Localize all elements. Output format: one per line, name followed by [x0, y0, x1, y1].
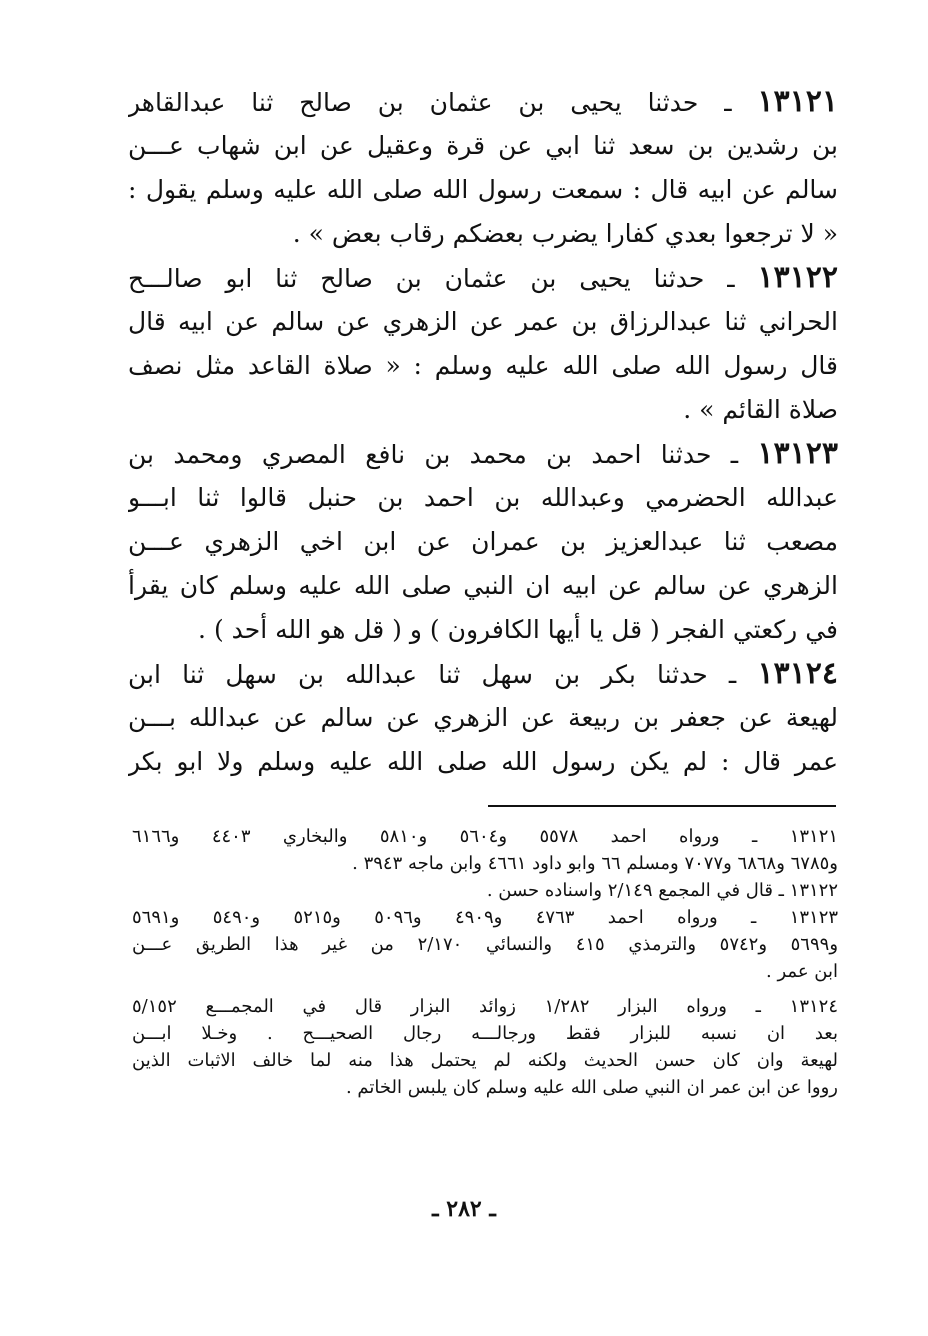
- hadith-line: « لا ترجعوا بعدي كفارا يضرب بعضكم رقاب بعض » .: [292, 219, 838, 248]
- footnote-first-line: ١٣١٢٢ ـ قال في المجمع ٢/١٤٩ واسناده حسن .: [486, 880, 838, 901]
- footnote-line: رووا عن ابن عمر ان النبي صلى الله عليه وسلم كان يلبس الخاتم .: [345, 1077, 838, 1098]
- footnote-line: لهيعة وان كان حسن الحديث ولكنه لم يحتمل هذا منه لما خالف الاثبات الذين: [132, 1050, 838, 1071]
- hadith-number: ١٣١٢٢: [757, 260, 838, 295]
- hadith-first-line: ١٣١٢٤ ـ حدثنا بكر بن سهل ثنا عبدالله بن سهل ثنا ابن: [128, 656, 838, 691]
- footnote-number: ١٣١٢١: [789, 826, 838, 847]
- footnote-first-line: ١٣١٢١ ـ ورواه احمد ٥٥٧٨ و٥٦٠٤ و٥٨١٠ والبخاري ٤٤٠٣ و٦١٦٦: [132, 826, 838, 847]
- footnote-first-line: ١٣١٢٤ ـ ورواه البزار ١/٢٨٢ زوائد البزار قال في المجمـــع ٥/١٥٢: [132, 996, 838, 1017]
- page-number: ـ ٢٨٢ ـ: [432, 1196, 496, 1222]
- footnote-line: و٦٧٨٥ و٦٨٦٨ و٧٠٧٧ ومسلم ٦٦ وابو داود ٤٦٦١ وابن ماجه ٣٩٤٣ .: [352, 853, 838, 874]
- hadith-number: ١٣١٢٤: [757, 656, 838, 691]
- hadith-line: سالم عن ابيه قال : سمعت رسول الله صلى الله عليه وسلم يقول :: [128, 175, 838, 204]
- footnote-line: ابن عمر .: [766, 961, 838, 982]
- hadith-text: حدثنا احمد بن محمد بن نافع المصري ومحمد بن: [128, 440, 712, 469]
- footnote-number: ١٣١٢٣: [789, 907, 838, 928]
- hadith-line: عبدالله الحضرمي وعبدالله بن احمد بن حنبل قالوا ثنا ابـــو: [128, 483, 838, 512]
- footnote-first-line: ١٣١٢٣ ـ ورواه احمد ٤٧٦٣ و٤٩٠٩ و٥٠٩٦ و٥٢١٥ و٥٤٩٠ و٥٦٩١: [132, 907, 838, 928]
- hadith-line: بن رشدين بن سعد ثنا ابي عن قرة وعقيل عن ابن شهاب عـــن: [128, 131, 838, 160]
- footnote-text: ورواه احمد ٥٥٧٨ و٥٦٠٤ و٥٨١٠ والبخاري ٤٤٠٣ و٦١٦٦: [132, 826, 720, 847]
- hadith-number: ١٣١٢١: [757, 84, 838, 119]
- hadith-line: الحراني ثنا عبدالرزاق بن عمر عن الزهري عن سالم عن ابيه قال: [128, 307, 838, 336]
- hadith-line: عمر قال : لم يكن رسول الله صلى الله عليه وسلم ولا ابو بكر: [128, 747, 838, 776]
- footnotes: [132, 823, 838, 1101]
- hadith-first-line: ١٣١٢٣ ـ حدثنا احمد بن محمد بن نافع المصري ومحمد بن: [128, 436, 838, 471]
- footnote-number: ١٣١٢٢: [789, 880, 838, 901]
- main-text: [128, 80, 838, 784]
- hadith-text: حدثنا يحيى بن عثمان بن صالح ثنا عبدالقاهر: [128, 88, 699, 117]
- footnote-number: ١٣١٢٤: [789, 996, 838, 1017]
- footnote-text: ورواه احمد ٤٧٦٣ و٤٩٠٩ و٥٠٩٦ و٥٢١٥ و٥٤٩٠ و٥٦٩١: [132, 907, 718, 928]
- hadith-text: حدثنا يحيى بن عثمان بن صالح ثنا ابو صالـــح: [128, 264, 705, 293]
- hadith-line: في ركعتي الفجر ( قل يا أيها الكافرون ) و ( قل هو الله أحد ) .: [198, 615, 838, 644]
- footnote-divider: [488, 805, 836, 807]
- hadith-line: صلاة القائم » .: [683, 395, 838, 424]
- hadith-text: حدثنا بكر بن سهل ثنا عبدالله بن سهل ثنا ابن: [128, 660, 708, 689]
- footnote-line: و٥٦٩٩ و٥٧٤٢ والترمذي ٤١٥ والنسائي ٢/١٧٠ من غير هذا الطريق عـــن: [132, 934, 838, 955]
- hadith-line: الزهري عن سالم عن ابيه ان النبي صلى الله عليه وسلم كان يقرأ: [128, 571, 838, 600]
- footnote-line: بعد ان نسبه للبزار فقط ورجالـــه رجال الصحيـــح . وخـلا ابـــن: [132, 1023, 838, 1044]
- footnote-text: قال في المجمع ٢/١٤٩ واسناده حسن .: [486, 880, 773, 901]
- hadith-line: قال رسول الله صلى الله عليه وسلم : « صلاة القاعد مثل نصف: [128, 351, 838, 380]
- hadith-line: مصعب ثنا عبدالعزيز بن عمران عن ابن اخي الزهري عـــن: [128, 527, 838, 556]
- hadith-line: لهيعة عن جعفر بن ربيعة عن الزهري عن سالم عن عبدالله بـــن: [128, 703, 838, 732]
- footnote-gap: [132, 985, 838, 993]
- hadith-first-line: ١٣١٢٢ ـ حدثنا يحيى بن عثمان بن صالح ثنا ابو صالـــح: [128, 260, 838, 295]
- hadith-first-line: ١٣١٢١ ـ حدثنا يحيى بن عثمان بن صالح ثنا عبدالقاهر: [128, 84, 838, 119]
- footnote-text: ورواه البزار ١/٢٨٢ زوائد البزار قال في المجمـــع ٥/١٥٢: [132, 996, 727, 1017]
- hadith-number: ١٣١٢٣: [757, 436, 838, 471]
